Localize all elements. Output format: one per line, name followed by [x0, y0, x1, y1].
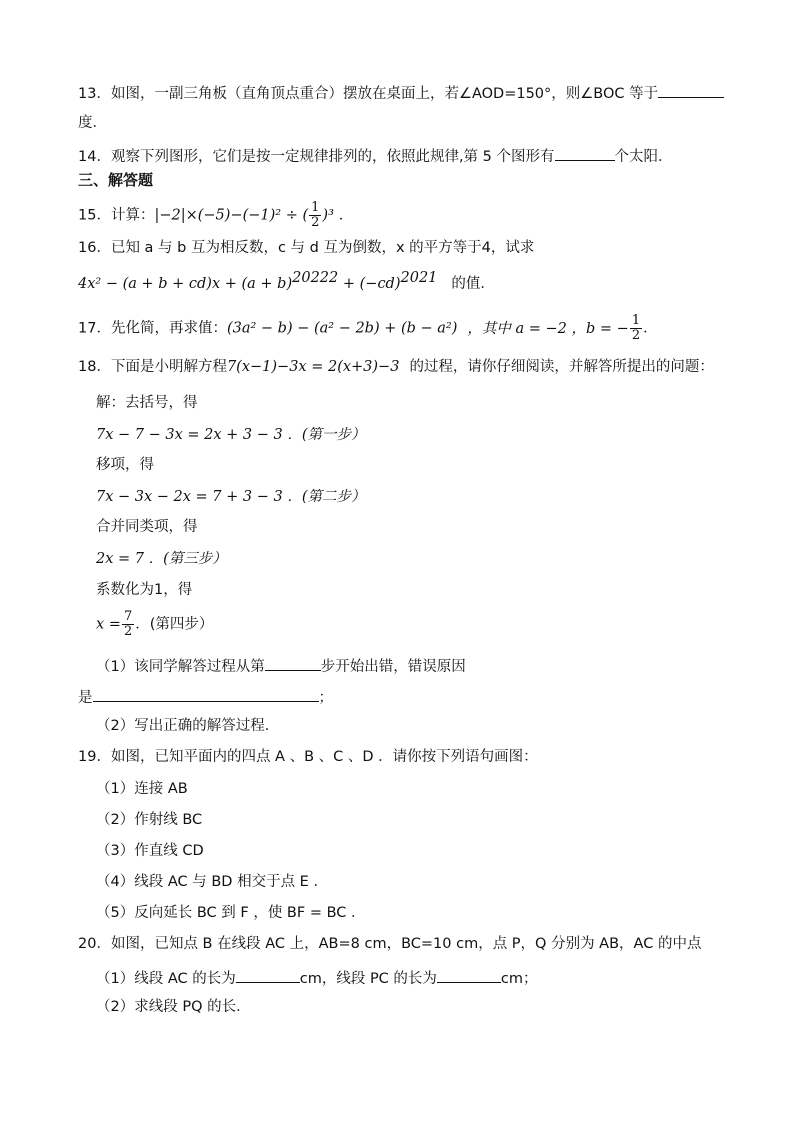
sub-question-text-mid: cm，线段 PC 的长为	[299, 971, 437, 987]
answer-blank-q14[interactable]	[555, 144, 615, 161]
answer-blank-q20-ac[interactable]	[236, 966, 300, 983]
step-4-tail: ．(第四步）	[135, 616, 214, 633]
question-16-exponent-2: 2021	[400, 270, 438, 287]
question-17-expression: (3a² − b) − (a² − 2b) + (b − a²)	[226, 320, 458, 337]
question-18-text: 18．下面是小明解方程	[78, 359, 227, 375]
question-15-label: 15．计算：	[78, 207, 155, 224]
fraction-denominator: 2	[123, 624, 133, 639]
question-19-intro: 19．如图，已知平面内的四点 A 、B 、C 、D ．请你按下列语句画图：	[78, 749, 538, 765]
question-20-sub-2: （2）求线段 PQ 的长．	[96, 999, 251, 1015]
question-20-intro: 20．如图，已知点 B 在线段 AC 上，AB=8 cm，BC=10 cm，点 P，Q 分别为 AB，AC 的中点	[78, 936, 702, 952]
question-18-sub-1	[96, 654, 466, 677]
question-14	[78, 144, 673, 167]
question-19-item: （5）反向延长 BC 到 F ，使 BF = BC ．	[96, 905, 366, 921]
question-17-end: ．	[643, 320, 658, 337]
sub-question-text: 是	[78, 690, 93, 706]
solution-step-line: 解：去括号，得	[96, 395, 198, 411]
solution-step-line: 7x − 3x − 2x = 7 + 3 − 3 ．(第二步）	[96, 489, 366, 505]
solution-step-4	[96, 610, 213, 639]
sub-question-text-after: ；	[318, 690, 333, 706]
question-15-expression: |−2|×(−5)−(−1)² ÷ (	[154, 207, 309, 224]
fraction-denominator: 2	[631, 328, 641, 343]
question-19-item: （2）作射线 BC	[96, 812, 203, 828]
question-17-fraction	[630, 314, 642, 343]
solution-step-line: 2x = 7 ．(第三步）	[96, 551, 227, 567]
question-18-sub-1-line-2	[78, 685, 333, 708]
question-15	[78, 201, 353, 230]
answer-blank-q18-reason[interactable]	[93, 685, 319, 702]
question-19-item: （3）作直线 CD	[96, 843, 204, 859]
sub-question-text: （1）线段 AC 的长为	[96, 971, 236, 987]
step-4-lhs: x =	[96, 616, 121, 633]
question-18-equation: 7(x−1)−3x = 2(x+3)−3	[226, 359, 400, 375]
question-17-condition: ，其中 a = −2 ，b = −	[467, 320, 629, 337]
question-13-line-2: 度．	[78, 115, 107, 131]
question-16-line-2	[78, 270, 495, 294]
fraction-numerator: 7	[123, 609, 133, 624]
question-19-item: （1）连接 AB	[96, 781, 188, 797]
fraction-denominator: 2	[311, 215, 320, 230]
question-16-line-1: 16．已知 a 与 b 互为相反数，c 与 d 互为倒数，x 的平方等于4，试求	[78, 240, 535, 256]
solution-step-line: 移项，得	[96, 457, 154, 473]
fraction-numerator: 1	[311, 200, 320, 215]
solution-step-line: 系数化为1，得	[96, 582, 193, 598]
sub-question-text-end: cm；	[500, 971, 538, 987]
question-18-text-after: 的过程，请你仔细阅读，并解答所提出的问题：	[409, 359, 714, 375]
step-4-fraction	[122, 610, 134, 639]
solution-step-line: 7x − 7 − 3x = 2x + 3 − 3 ．(第一步）	[96, 427, 366, 443]
fraction-numerator: 1	[631, 313, 641, 328]
question-13-text: 13．如图，一副三角板（直角顶点重合）摆放在桌面上，若∠AOD=150°，则∠BOC 等于	[78, 86, 659, 102]
sub-question-text: （1）该同学解答过程从第	[96, 659, 265, 675]
question-16-tail: 的值．	[451, 276, 495, 292]
sub-question-text-after: 步开始出错，错误原因	[320, 659, 466, 675]
question-19-item: （4）线段 AC 与 BD 相交于点 E ．	[96, 874, 328, 890]
question-15-expression-end: )³ ．	[322, 207, 353, 224]
question-20-sub-1	[96, 966, 538, 989]
answer-blank-q20-pc[interactable]	[437, 966, 501, 983]
answer-blank-q18-step[interactable]	[265, 654, 321, 671]
section-heading: 三、解答题	[78, 171, 154, 189]
question-18-sub-2: （2）写出正确的解答过程．	[96, 718, 280, 734]
question-17-label: 17．先化简，再求值：	[78, 320, 227, 337]
answer-blank-q13[interactable]	[658, 81, 724, 98]
question-16-expression: 4x² − (a + b + cd)x + (a + b)	[78, 276, 293, 292]
question-17	[78, 314, 658, 343]
question-14-text: 14．观察下列图形，它们是按一定规律排列的，依照此规律,第 5 个图形有	[78, 149, 555, 165]
question-16-expression-mid: + (−cd)	[338, 276, 401, 292]
question-13-line-1	[78, 81, 724, 104]
question-15-fraction	[309, 201, 321, 230]
question-16-exponent-1: 20222	[292, 270, 339, 287]
question-18-intro	[78, 357, 714, 377]
question-14-tail: 个太阳．	[614, 149, 673, 165]
solution-step-line: 合并同类项，得	[96, 519, 198, 535]
